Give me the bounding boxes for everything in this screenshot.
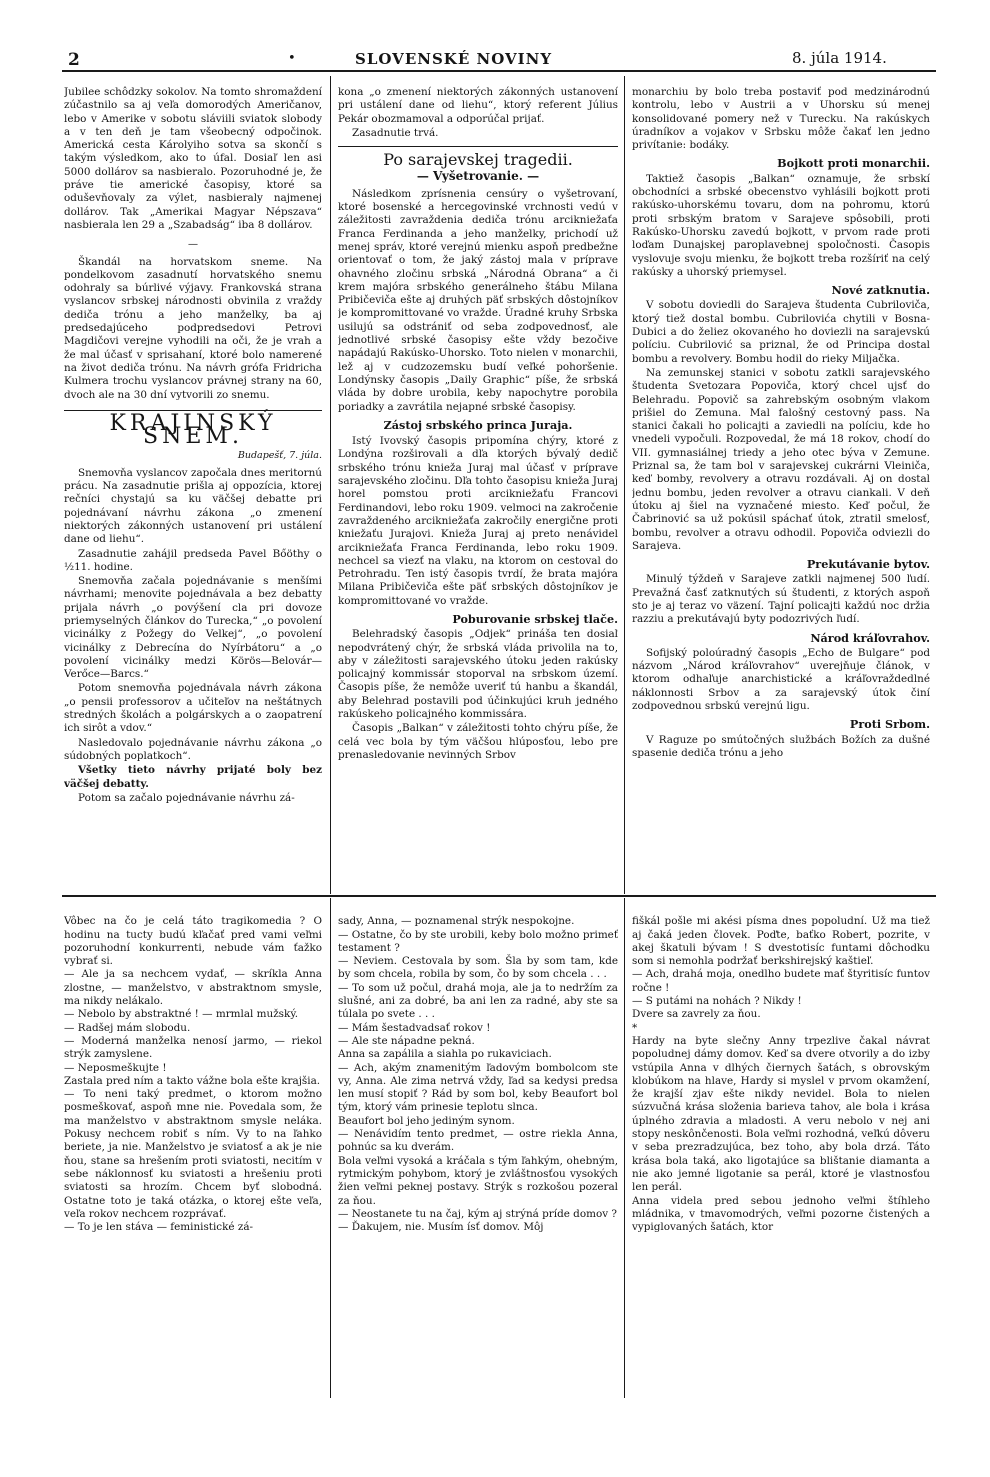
section-title-krajinsky-snem: KRAJINSKÝ SNEM. xyxy=(109,410,277,450)
feuilleton-col2-text: sady, Anna, — poznamenal strýk nespokojne. — Ostatne, čo by ste urobili, keby bolo možno primeť testament ? — Neviem. Cestovala by som. Šla by som tam, kde by som chcela, robila by som, čo by som chcela . . . — To som už počul, drahá moja, ale ja to nedržím za slušné, ani za dobré, ba ani len za radné, aby ste sa túlala po svete . . . — Mám šestadvadsať rokov ! — Ale ste nápadne pekná. Anna sa zapálila a siahla po rukaviciach. — Ach, akým znamenitým ľadovým bombolcom ste vy, Anna. Ale zima netrvá vždy, ľad sa kedysi predsa len musí stopiť ? Rád by som bol, keby Beaufort bol tým, ktorý vám prinesie teplotu slnca. Beaufort bol jeho jediným synom. — Nenávidím tento predmet, — ostre riekla Anna, pohnúc sa ku dverám. Bola veľmi vysoká a kráčala s tým ľahkým, ohebným, rytmickým pohybom, ktorý je zvláštnosťou vysokých žien veľmi peknej postavy. Strýk s rozkošou pozeral za ňou. — Neostanete tu na čaj, kým aj strýná príde domov ? — Ďakujem, nie. Musím ísť domov. Môj xyxy=(338,915,618,1234)
column-rule-1 xyxy=(330,76,331,894)
top-col2-paragraph-5: Belehradský časopis „Odjek“ prináša ten dosiaľ nepodvrátený chýr, že srbská vláda privolila na to, aby v záležitosti sarajevského útoku jeden rakúsky policajný kommissár stoporval na srbskom území. Časopis píše, že nemôže uveriť tú hanbu a škandál, aby Belehrad postavili pod účinkujúci kruh jedného rakúskeho policajného kommissára. xyxy=(338,628,618,721)
top-col1-paragraph-3: Snemovňa vyslancov započala dnes meritornú prácu. Na zasadnutie prišla aj oppozícia, ktorej rečníci chystajú sa ku väčšej debatte pri pojednávaní návrhu zákona „o zmenení niektorých zákonných ustanovení pri ustálení dane od liehu“. xyxy=(64,466,322,546)
page-number: 2 xyxy=(68,50,80,70)
feuilleton-rule xyxy=(62,895,936,897)
top-col2-paragraph-3: Následkom zprísnenia censúry o vyšetrovaní, ktoré bosenské a hercegovinské vrchnosti vedú v záležitosti zavraždenia dediča trónu arcikniežaťa Franca Ferdinanda a jeho manželky, prichodí už menej správ, ktoré verejnú mienku aspoň predbežne orientovať o tom, že jaký zástoj mala v príprave ohavného zločinu srbská „Národná Obrana“ a či krem majóra srbského generálneho štábu Milana Pribičeviča ešte aj druhých päť srbských dôstojníkov je kompromittované vo vražde. Úradné kruhy Srbska usilujú sa odstrániť od seba zodpovednosť, ale jednotlivé srbské časopisy ešte vždy bezočive napádajú Rakúsko-Uhorsko. Toto nielen v monarchii, lež aj v cudzozemsku budí veľké pohoršenie. Londýnsky časopis „Daily Graphic“ píše, že srbská vláda by dobre urobila, keby napochytre porobila poriadky a zavrátila nejapné srbské časopisy. xyxy=(338,187,618,413)
subheading-poburovanie: Poburovanie srbskej tlače. xyxy=(452,611,618,626)
top-col1-paragraph-9: Potom sa začalo pojednávanie návrhu zá- xyxy=(78,791,295,804)
top-col3-paragraph-4: Na zemunskej stanici v sobotu zatkli sarajevského študenta Svetozara Popoviča, ktorý chcel ujsť do Belehradu. Popovič sa zahrebským osobným vlakom prišiel do Zemuna. Mal falošný cestovný pass. Na stanici čakali ho policajti a zaviedli na políciu, kde ho vnedeli vypočuli. Rozpovedal, že má 18 rokov, chodí do VII. gymnasiálnej triedy a jeho otec býva v Zemune. Priznal sa, že tam bol v sarajevskej cukrárni Vleiniča, keď bomby, revolvery a otravu rozdávali. Aj on dostal jednu bombu, jeden revolver a otravu ciankali. V deň útoku aj šiel na vyznačené miesto. Keď počul, že Čabrinović sa už pokúsil spáchať útok, ztratil smelosť, bombu, revolver a otravu odhodil. Popoviča odviezli do Sarajeva. xyxy=(632,366,930,552)
top-col1-separator: — xyxy=(188,239,198,251)
top-col1-paragraph-1: Jubilee schôdzky sokolov. Na tomto shromaždení zúčastnilo sa aj veľa domorodých Američanov, lebo v Amerike v sobotu sláviili sviatok slobody a v ten deň je tam všeobecný odpočinok. Americká cesta Károlyiho sotva sa skončí s takým výsledkom, ako to úfal. Dosiaľ len asi 5000 dollárov sa nasbieralo. Pozoruhodné je, že práve tie americké časopisy, ktoré sa oduševňovaly za výlet, nasbieraly najmenej dollárov. Tak „Amerikai Magyar Népszava“ nasbierala len 29 a „Szabadság“ iba 8 dollárov. xyxy=(64,86,322,231)
header-rule xyxy=(62,70,936,72)
column-rule-2 xyxy=(624,76,625,894)
top-col2-paragraph-2: Zasadnutie trvá. xyxy=(352,126,439,139)
header-bullet: • xyxy=(288,51,296,66)
top-col1-paragraph-5: Snemovňa začala pojednávanie s menšími návrhami; menovite pojednávala a bez debatty prijala návrh „o povýšení cla pri dovoze priemyselných článkov do Turecka,“ „o povolení vicinálky z Požegy do Velkej“, „o povolení vicinálky z Debrecína do Nyírbátoru“ a „o povolení vicinálky medzi Körös—Belovár—Verőce—Barcs.“ xyxy=(64,575,322,681)
top-col3-paragraph-2: Taktiež časopis „Balkan“ oznamuje, že srbskí obchodníci a srbské obecenstvo vyhlásili bojkott proti rakúsko-uhorskému tovaru, dom na pohromu, ktorú proti srbským bratom v Sarajeve spôsobili, proti Rakúsko-Uhorsku zavedú bojkott, v prvom rade proti loďam Dunajskej paroplavebnej spoločnosti. Časopis vyslovuje svoju mienku, že bojkott treba rozšíriť na celý rakúsky a uhorský priemysel. xyxy=(632,172,930,278)
top-col1-paragraph-2: Škandál na horvatskom sneme. Na pondelkovom zasadnutí horvatského snemu odohraly sa búrlivé výjavy. Frankovská strana vyslancov srbskej národnosti obvinila z vraždy dediča trónu a jeho manželky, ba aj predsedajúceho podpredsedovi Petrovi Magdičovi verejne vyhodili na oči, že je vrah a že mal účasť v sprisahaní, ktoré bolo namerené na život dediča trónu. Na návrh grófa Fridricha Kulmera trochu vyslancov právnej strany na 60, dvoch ale na 30 dní vytvorili zo snemu. xyxy=(64,255,322,401)
subheading-narod-kralovrahov: Národ kráľovrahov. xyxy=(810,630,930,645)
top-col3-paragraph-3: V sobotu doviedli do Sarajeva študenta Cubriloviča, ktorý tiež dostal bombu. Cubrilovića chytili v Bosna-Dubici a do želiez okovaného ho doviezli na sarajevskú políciu. Cubrilović sa priznal, že od Principa dostal bombu a revolvery. Bombu hodil do rieky Miljačka. xyxy=(632,299,930,365)
feuilleton-col1-text: Vôbec na čo je celá táto tragikomedia ? O hodinu na tucty budú kľačať pred vami veľmi pozoruhodní konkurrenti, nebude vám ťažko vybrať si. — Ale ja sa nechcem vydať, — skríkla Anna zlostne, — manželstvo, v abstraktnom smysle, ma nikdy nelákalo. — Nebolo by abstraktné ! — mrmlal mužský. — Radšej mám slobodu. — Moderná manželka nenosí jarmo, — riekol strýk zamyslene. — Neposmeškujte ! Zastala pred ním a takto vážne bola ešte krajšia. — To neni taký predmet, o ktorom možno posmeškovať, aspoň mne nie. Povedala som, že ma manželstvo v abstraktnom smysle neláka. Pokusy nechcem robiť s ním. Vy to na ľahko beriete, ja nie. Manželstvo je sviatosť a ak je nie ňou, stane sa hrešením proti sviatosti, necitím v sebe náklonnosť ku sviatosti a hrešeniu proti sviatosti sa hrozím. Chcem byť slobodná. Ostatne toto je taká otázka, o ktorej ešte veľa, veľa rokov nechcem rozprávať. — To je len stáva — feministické zá- xyxy=(64,915,322,1234)
section-rule xyxy=(64,410,322,411)
top-column-1 xyxy=(64,86,322,892)
top-col2-paragraph-4: Istý Ivovský časopis pripomína chýry, ktoré z Londýna rozširovali a dľa ktorých bývalý dedič srbského trónu knieža Juraj mal účasť v príprave sarajevského zločinu. Dľa tohto časopisu knieža Juraj horel pomstou proti arcikniežaťu Francovi Ferdinandovi, lebo roku 1909. velmoci na zakročenie zavraždeného arcikniežaťa zakročily energične proti kniežaťu Jurajovi. Knieža Juraj aj preto nenávidel arcikniežaťa Franca Ferdinanda, lebo roku 1909. nechcel sa viezť na vlaku, na ktorom on cestoval do Petrohradu. Ten istý časopis tvrdí, že brata majóra Milana Pribičeviča ešte päť srbských dôstojníkov je kompromittované vo vražde. xyxy=(338,435,618,607)
top-col1-paragraph-4: Zasadnutie zahájil predseda Pavel Bőöthy o ½11. hodine. xyxy=(64,547,322,573)
subheading-proti-srbom: Proti Srbom. xyxy=(849,717,930,732)
top-col2-paragraph-6: Časopis „Balkan“ v záležitosti tohto chýru píše, že celá vec bola by tým väčšou hlúposťou, lebo pre prenasledovanie nevinných Srbov xyxy=(338,722,618,761)
top-column-3 xyxy=(632,86,930,892)
article-subtitle: — Vyšetrovanie. — xyxy=(416,169,540,184)
subheading-princ-juraj: Zástoj srbského princa Juraja. xyxy=(383,417,573,432)
top-col1-paragraph-7: Nasledovalo pojednávanie návrhu zákona „o súdobných poplatkoch“. xyxy=(64,736,322,762)
feuilleton-column-rule-1 xyxy=(330,898,331,1398)
top-col3-paragraph-5: Minulý týždeň v Sarajeve zatkli najmenej 500 ľudí. Prevažná časť zatknutých sú študenti, z ktorých aspoň sto je aj teraz vo väzení. Tajní policajti každú noc držia razziu a prekutávajú byty podozrivých ľudí. xyxy=(632,573,930,626)
masthead-title: SLOVENSKÉ NOVINY xyxy=(355,50,553,68)
issue-date: 8. júla 1914. xyxy=(792,49,887,67)
top-col1-paragraph-6: Potom snemovňa pojednávala návrh zákona „o pensii professorov a učiteľov na neštátnych stredných školách a polgárskych a o zaopatrení ich sirôt a vdov.“ xyxy=(64,682,322,735)
article-rule xyxy=(338,146,618,147)
feuilleton-column-rule-2 xyxy=(624,898,625,1398)
subheading-nove-zatknutia: Nové zatknutia. xyxy=(831,283,930,298)
article-title-sarajevo: Po sarajevskej tragedii. xyxy=(383,150,573,170)
page-header xyxy=(0,0,990,76)
top-column-2 xyxy=(338,86,618,892)
feuilleton-column-3 xyxy=(632,902,930,1394)
feuilleton-column-1 xyxy=(64,902,322,1394)
top-col3-paragraph-6: Sofijský poloúradný časopis „Echo de Bulgare“ pod názvom „Národ kráľovrahov“ uverejňuje článok, v ktorom odhaľuje anarchistické a kráľovraždedlné náklonnosti Srbov a za sarajevský útok činí zodpovednou srbskú verejnú ligu. xyxy=(632,646,930,713)
top-col3-paragraph-7: V Raguze po smútočných službách Božích za dušné spasenie dediča trónu a jeho xyxy=(632,733,930,759)
subheading-bojkott: Bojkott proti monarchii. xyxy=(777,156,930,171)
top-col3-paragraph-1: monarchiu by bolo treba postaviť pod medzinárodnú kontrolu, lebo v Austrii a v Uhorsku sú menej konsolidované pomery než v Turecku. Na rakúskych úradníkov a vojakov v Srbsku môže čakať len jedno privítanie: bodáky. xyxy=(632,86,930,152)
subheading-prekutavanie: Prekutávanie bytov. xyxy=(806,557,930,572)
top-col2-paragraph-1: kona „o zmenení niektorých zákonných ustanovení pri ustálení dane od liehu“, ktorý referent Július Pekár obozmamoval a odporúčal prijať. xyxy=(338,86,618,125)
feuilleton-col3-text: fiškál pošle mi akési písma dnes popoludní. Už ma tiež aj čaká jeden človek. Poďte, baťko Robert, pozrite, v akej škatuli bývam ! S dvestotisíc funtami dôchodku som si nemohla podržať berkshirejský kaštieľ. — Ach, drahá moja, onedlho budete mať štyritisíc funtov ročne ! — S putámi na nohách ? Nikdy ! Dvere sa zavrely za ňou. * Hardy na byte slečny Anny trpezlive čakal návrat popoludnej dámy domov. Keď sa dvere otvorily a do izby vstúpila Anna v dlhých čiernych šatách, s obrovským klobúkom na hlave, Hardy si myslel v prvom okamžení, že krajší zjav ešte nikdy nevidel. Bola to nielen súzvučná krása složenia barieva tahov, ale bola i krása úplného zdravia a mladosti. A veru nebolo v nej ani stopy neskônčenosti. Bola veľmi rozhodná, veľkú dôveru v seba prezradzujúca, bez toho, aby bola drzá. Táto krása bola taká, ako ligotajúce sa blištanie diamanta a nie ako jemné ligotanie sa perál, ktoré je vlastnosťou len perál. Anna videla pred sebou jednoho veľmi štíhleho mládnika, v tmavomodrých, veľmi pozorne čistených a vypiglovaných šatách, ktor xyxy=(632,915,930,1234)
feuilleton-column-2 xyxy=(338,902,618,1394)
dateline: Budapešť, 7. júla. xyxy=(237,450,322,462)
top-col1-paragraph-8: Všetky tieto návrhy prijaté boly bez väčšej debatty. xyxy=(64,764,322,790)
